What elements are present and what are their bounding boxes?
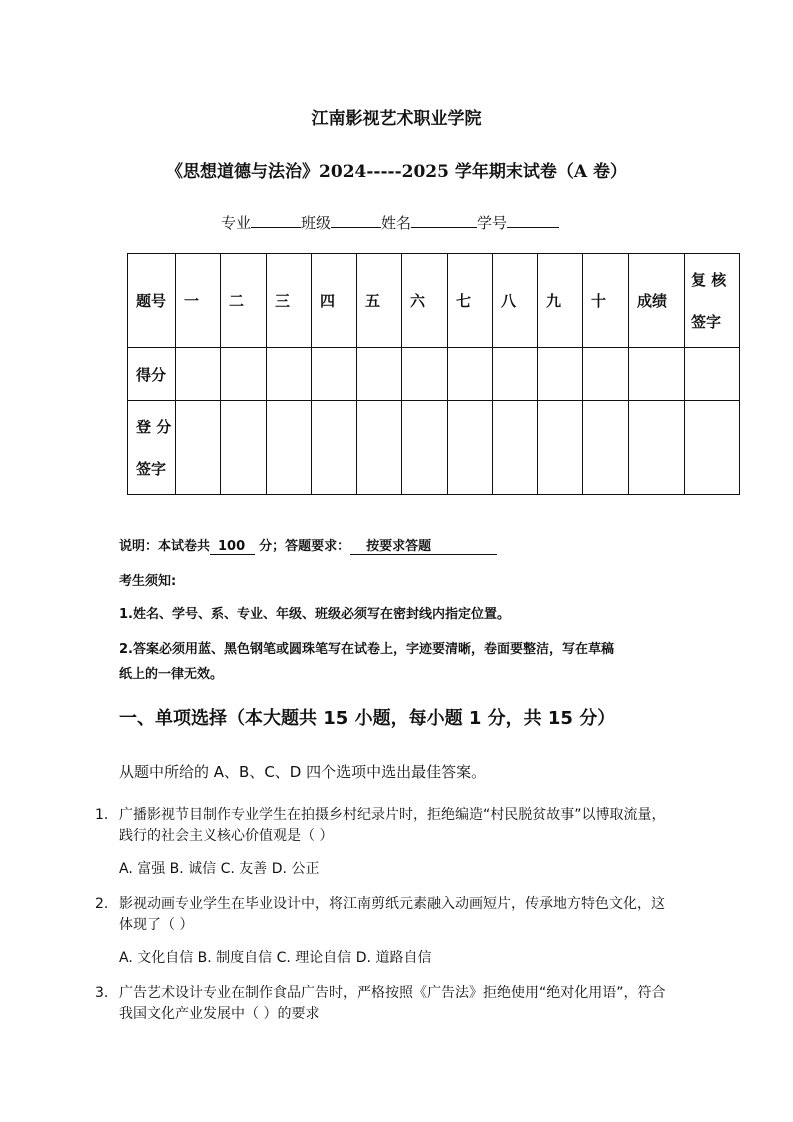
name-blank[interactable] — [411, 211, 477, 228]
review-label: 复 核 — [691, 270, 727, 289]
class-blank[interactable] — [331, 211, 381, 228]
question-text: 广告艺术设计专业在制作食品广告时，严格按照《广告法》拒绝使用“绝对化用语”，符合我国文化产业发展中（ ）的要求 — [119, 985, 666, 1022]
grader-row-label — [128, 401, 176, 495]
section-title: 一、单项选择（本大题共 15 小题，每小题 1 分，共 15 分） — [119, 708, 616, 729]
total-score-value: 100 — [210, 539, 255, 555]
notice-item-2-cont: 纸上的一律无效。 — [119, 667, 224, 682]
grader-row — [128, 401, 740, 495]
question-item — [95, 805, 675, 847]
grader-cell[interactable] — [448, 401, 493, 495]
score-cell[interactable] — [448, 348, 493, 401]
student-id-blank[interactable] — [507, 211, 559, 228]
table-header-cell: 二 — [221, 254, 267, 348]
review-sign-cell[interactable] — [685, 348, 740, 401]
grader-sign-label: 签字 — [136, 459, 167, 478]
major-blank[interactable] — [251, 211, 301, 228]
grader-cell[interactable] — [267, 401, 312, 495]
section-instruction: 从题中所给的 A、B、C、D 四个选项中选出最佳答案。 — [119, 763, 487, 781]
score-cell[interactable] — [538, 348, 583, 401]
score-row-label: 得分 — [128, 348, 176, 401]
major-label: 专业 — [221, 214, 252, 232]
table-header-cell: 八 — [493, 254, 538, 348]
exam-title: 《思想道德与法治》2024-----2025 学年期末试卷（A 卷） — [166, 162, 627, 182]
score-cell[interactable] — [493, 348, 538, 401]
review-sign-header — [685, 254, 740, 348]
student-info-line — [221, 211, 559, 233]
review-sign-label: 签字 — [691, 312, 722, 331]
table-header-cell: 题号 — [128, 254, 176, 348]
grader-cell[interactable] — [629, 401, 685, 495]
score-cell[interactable] — [402, 348, 448, 401]
grader-cell[interactable] — [357, 401, 402, 495]
score-cell[interactable] — [583, 348, 629, 401]
question-number: 1. — [95, 807, 109, 823]
notice-item-2: 2.答案必须用蓝、黑色钢笔或圆珠笔写在试卷上，字迹要清晰，卷面要整洁，写在草稿 — [119, 642, 614, 657]
question-number: 2. — [95, 896, 109, 912]
score-table — [127, 253, 740, 495]
student-id-label: 学号 — [477, 214, 508, 232]
total-score-cell[interactable] — [629, 348, 685, 401]
school-title: 江南影视艺术职业学院 — [311, 109, 482, 129]
description-mid: 分；答题要求： — [259, 539, 351, 554]
question-number: 3. — [95, 985, 109, 1001]
exam-description — [119, 535, 497, 555]
table-header-cell: 六 — [402, 254, 448, 348]
grader-cell[interactable] — [583, 401, 629, 495]
table-header-cell: 四 — [312, 254, 357, 348]
table-header-cell: 九 — [538, 254, 583, 348]
grader-cell[interactable] — [402, 401, 448, 495]
answer-requirement: 按要求答题 — [350, 535, 497, 555]
name-label: 姓名 — [381, 214, 412, 232]
score-cell[interactable] — [312, 348, 357, 401]
grader-cell[interactable] — [221, 401, 267, 495]
table-header-cell: 一 — [176, 254, 221, 348]
description-prefix: 说明：本试卷共 — [119, 539, 211, 554]
table-header-row — [128, 254, 740, 348]
score-row — [128, 348, 740, 401]
table-header-cell: 三 — [267, 254, 312, 348]
grader-label: 登 分 — [136, 417, 172, 436]
score-cell[interactable] — [267, 348, 312, 401]
score-cell[interactable] — [176, 348, 221, 401]
question-text: 广播影视节目制作专业学生在拍摄乡村纪录片时，拒绝编造“村民脱贫故事”以博取流量，践行的社会主义核心价值观是（ ） — [119, 807, 666, 844]
grader-cell[interactable] — [493, 401, 538, 495]
table-header-cell: 五 — [357, 254, 402, 348]
notice-title: 考生须知: — [119, 574, 177, 589]
question-item — [95, 894, 675, 936]
table-header-cell: 七 — [448, 254, 493, 348]
score-cell[interactable] — [221, 348, 267, 401]
grader-cell[interactable] — [685, 401, 740, 495]
table-header-cell: 十 — [583, 254, 629, 348]
notice-item-1: 1.姓名、学号、系、专业、年级、班级必须写在密封线内指定位置。 — [119, 607, 510, 622]
question-options: A. 文化自信 B. 制度自信 C. 理论自信 D. 道路自信 — [119, 950, 432, 966]
score-cell[interactable] — [357, 348, 402, 401]
question-item — [95, 983, 675, 1025]
grader-cell[interactable] — [176, 401, 221, 495]
question-options: A. 富强 B. 诚信 C. 友善 D. 公正 — [119, 861, 320, 877]
table-header-cell: 成绩 — [629, 254, 685, 348]
class-label: 班级 — [301, 214, 332, 232]
question-text: 影视动画专业学生在毕业设计中，将江南剪纸元素融入动画短片，传承地方特色文化，这体现了（ ） — [119, 896, 665, 933]
grader-cell[interactable] — [538, 401, 583, 495]
grader-cell[interactable] — [312, 401, 357, 495]
